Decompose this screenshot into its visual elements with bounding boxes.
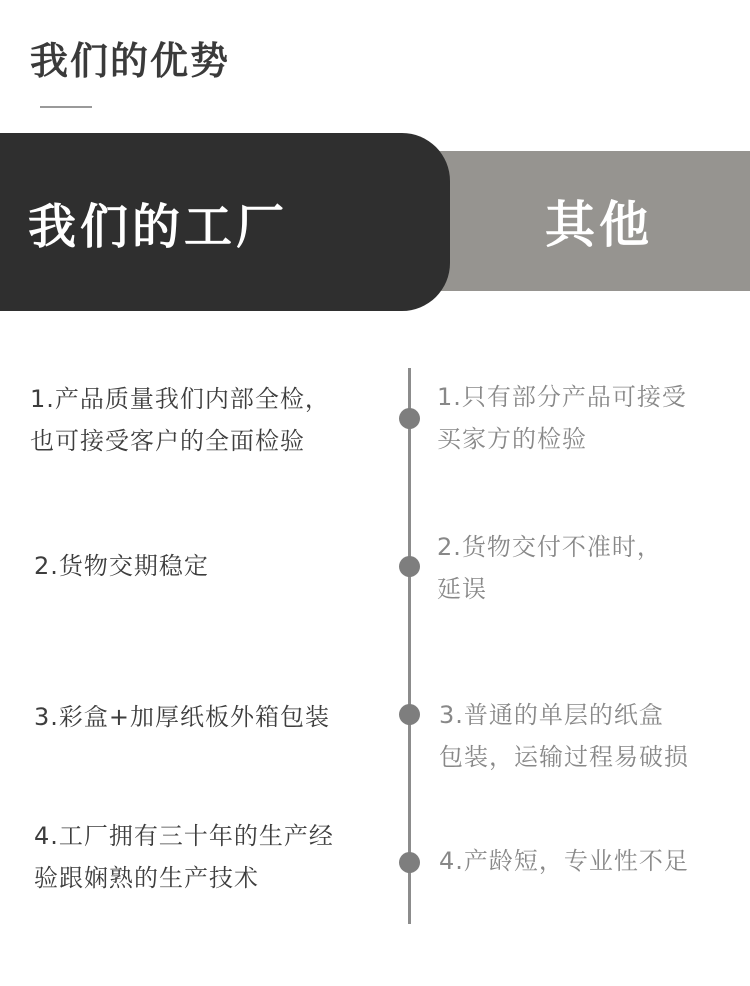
our-factory-point-2	[34, 545, 394, 587]
our-factory-point-3	[34, 696, 394, 738]
others-point-4-line-1: 4.产龄短，专业性不足	[439, 847, 689, 875]
our-factory-point-4-line-1: 4.工厂拥有三十年的生产经	[34, 822, 334, 850]
timeline-dot-4	[399, 852, 420, 873]
others-point-2-line-2: 延误	[437, 575, 487, 603]
our-factory-point-1-line-2: 也可接受客户的全面检验	[30, 427, 305, 455]
timeline-dot-1	[399, 408, 420, 429]
others-point-3	[439, 694, 749, 778]
others-point-2	[437, 526, 747, 610]
others-point-4	[439, 840, 749, 882]
others-point-3-line-1: 3.普通的单层的纸盒	[439, 701, 664, 729]
timeline-divider	[408, 368, 411, 924]
our-factory-point-3-line-1: 3.彩盒+加厚纸板外箱包装	[34, 703, 331, 731]
others-point-3-line-2: 包装，运输过程易破损	[439, 743, 689, 771]
others-heading: 其他	[545, 196, 653, 254]
others-point-2-line-1: 2.货物交付不准时，	[437, 533, 662, 561]
timeline-dot-3	[399, 704, 420, 725]
others-point-1-line-1: 1.只有部分产品可接受	[437, 383, 687, 411]
our-factory-point-4-line-2: 验跟娴熟的生产技术	[34, 864, 259, 892]
our-factory-heading: 我们的工厂	[28, 198, 289, 255]
our-factory-point-1-line-1: 1.产品质量我们内部全检，	[30, 385, 330, 413]
our-factory-point-2-line-1: 2.货物交期稳定	[34, 552, 209, 580]
our-factory-heading-panel	[0, 133, 450, 311]
title-underline	[40, 106, 92, 108]
timeline-dot-2	[399, 556, 420, 577]
our-factory-point-1	[30, 378, 390, 462]
others-point-1-line-2: 买家方的检验	[437, 425, 587, 453]
our-factory-point-4	[34, 815, 394, 899]
others-point-1	[437, 376, 747, 460]
page-title: 我们的优势	[30, 39, 231, 83]
